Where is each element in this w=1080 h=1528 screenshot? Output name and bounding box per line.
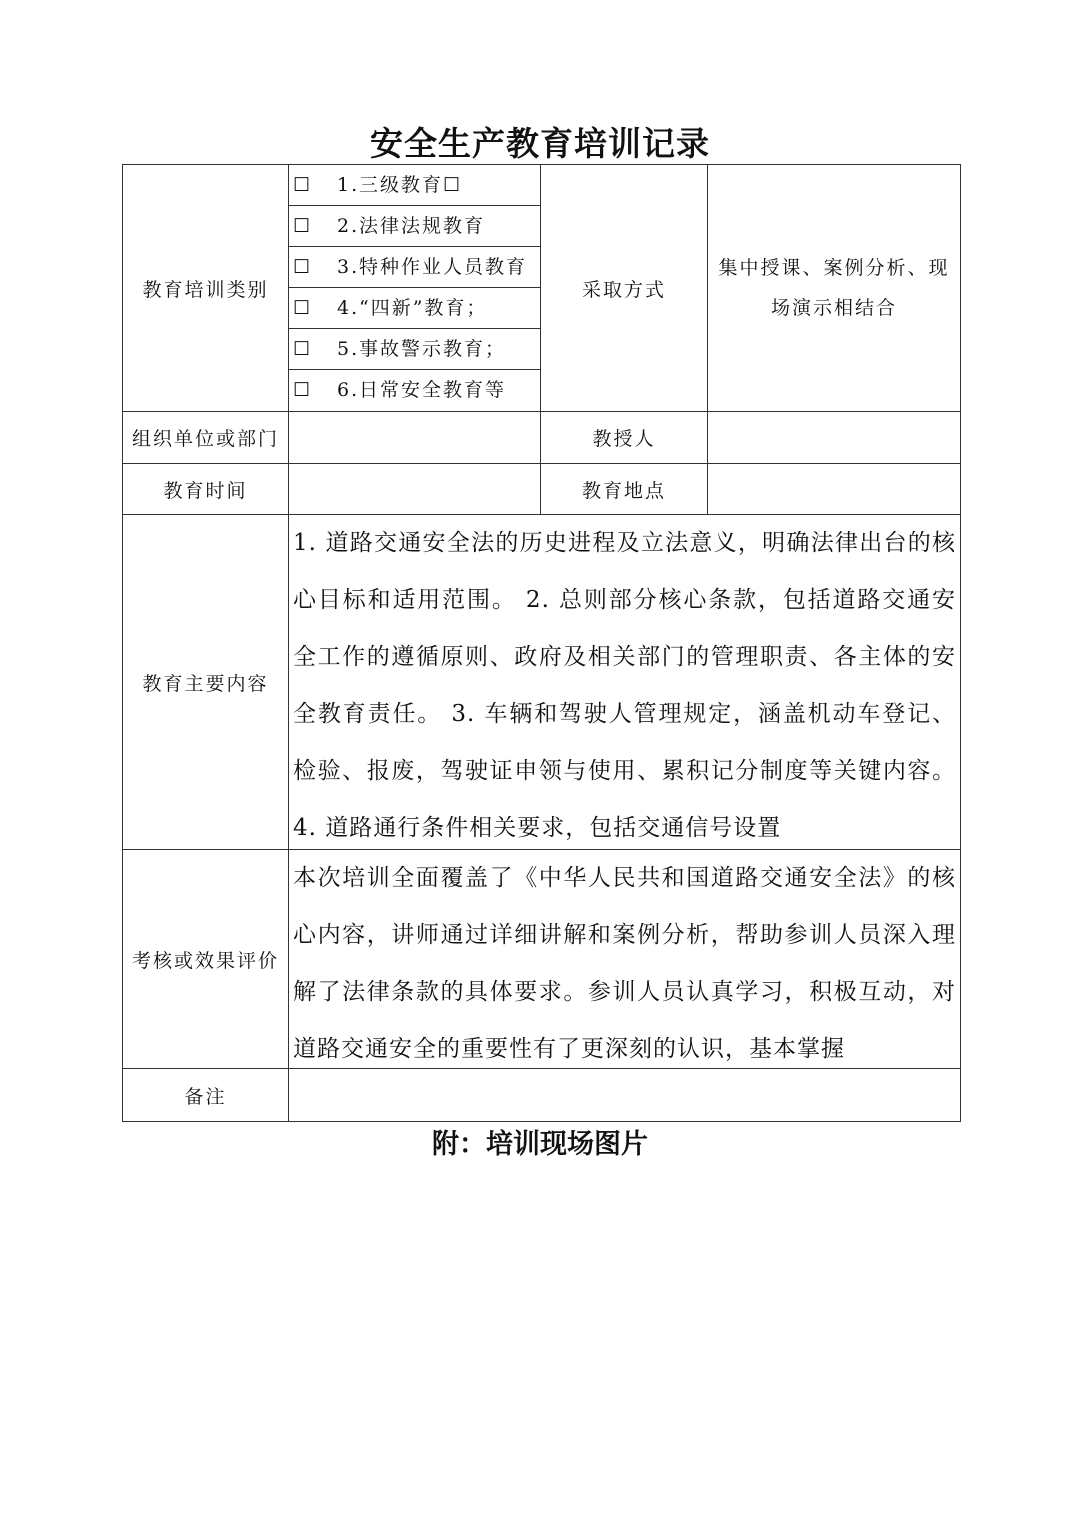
- lecturer-label: 教授人: [541, 412, 708, 464]
- category-item: ☐ 4.“四新”教育；: [289, 288, 540, 329]
- assessment-text: 本次培训全面覆盖了《中华人民共和国道路交通安全法》的核心内容，讲师通过详细讲解和案例分析，帮助参训人员深入理解了法律条款的具体要求。参训人员认真学习，积极互动，对道路交通安全的重要性有了更深刻的认识，基本掌握: [293, 865, 956, 1062]
- method-label: 采取方式: [541, 165, 708, 412]
- organizer-value[interactable]: [289, 412, 541, 464]
- location-value[interactable]: [708, 464, 961, 515]
- content-label: 教育主要内容: [123, 515, 289, 850]
- checkbox-icon[interactable]: ☐: [293, 297, 313, 319]
- checkbox-icon[interactable]: ☐: [293, 174, 313, 196]
- content-cell: [289, 515, 961, 850]
- lecturer-value[interactable]: [708, 412, 961, 464]
- organizer-label: 组织单位或部门: [123, 412, 289, 464]
- assessment-label: 考核或效果评价: [123, 850, 289, 1069]
- checkbox-icon[interactable]: ☐: [293, 256, 313, 278]
- location-label: 教育地点: [541, 464, 708, 515]
- assessment-cell: [289, 850, 961, 1069]
- category-item: ☐ 2.法律法规教育: [289, 206, 540, 247]
- method-value: 集中授课、案例分析、现场演示相结合: [708, 165, 961, 412]
- category-item: ☐ 5.事故警示教育；: [289, 329, 540, 370]
- checkbox-icon[interactable]: ☐: [293, 215, 313, 237]
- remarks-label: 备注: [123, 1069, 289, 1122]
- category-list: [289, 165, 541, 412]
- checkbox-icon[interactable]: ☐: [293, 338, 313, 360]
- remarks-value[interactable]: [289, 1069, 961, 1122]
- page-title: 安全生产教育培训记录: [370, 124, 710, 163]
- appendix-title: 附：培训现场图片: [432, 1129, 648, 1160]
- category-item: ☐ 1.三级教育☐: [289, 165, 540, 206]
- training-record-table: [122, 164, 961, 1122]
- time-label: 教育时间: [123, 464, 289, 515]
- category-item: ☐ 6.日常安全教育等: [289, 370, 540, 411]
- category-label: 教育培训类别: [123, 165, 289, 412]
- checkbox-icon[interactable]: ☐: [293, 379, 313, 401]
- time-value[interactable]: [289, 464, 541, 515]
- content-text: 1. 道路交通安全法的历史进程及立法意义，明确法律出台的核心目标和适用范围。 2. 总则部分核心条款，包括道路交通安全工作的遵循原则、政府及相关部门的管理职责、各主体的安全教育责任。 3. 车辆和驾驶人管理规定，涵盖机动车登记、检验、报废，驾驶证申领与使用、累积记分制度等关键内容。 4. 道路通行条件相关要求，包括交通信号设置: [293, 530, 956, 841]
- category-item: ☐ 3.特种作业人员教育: [289, 247, 540, 288]
